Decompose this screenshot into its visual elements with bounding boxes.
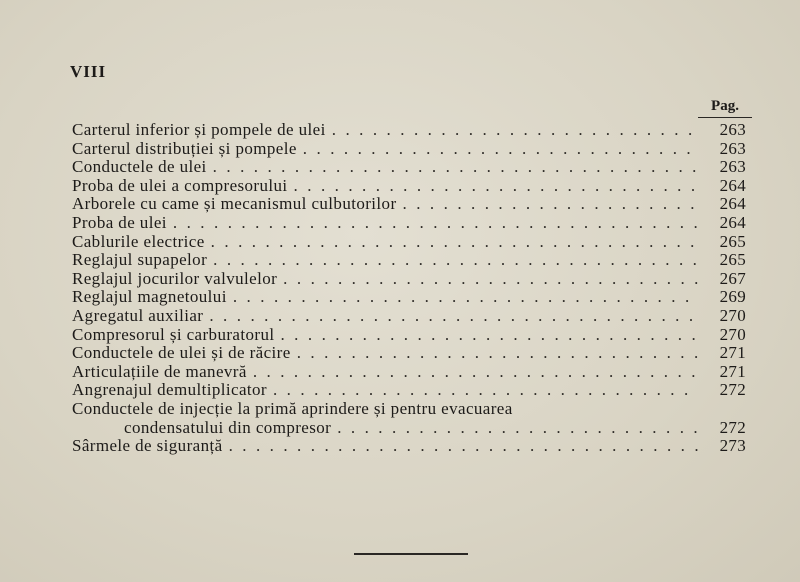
toc-entry-title: Conductele de ulei și de răcire (72, 343, 291, 363)
dot-leader (273, 381, 698, 400)
dot-leader (209, 307, 698, 326)
toc-entry-title: Conductele de ulei (72, 157, 207, 177)
toc-entry-title: Angrenajul demultiplicator (72, 380, 267, 400)
table-of-contents (72, 121, 746, 456)
toc-entry-page: 264 (719, 175, 746, 195)
dot-leader (297, 344, 698, 363)
toc-entry-title-continued: condensatului din compresor (124, 417, 332, 437)
toc-entry-page: 265 (719, 250, 746, 270)
toc-entry (72, 270, 746, 289)
toc-entry-title: Proba de ulei (72, 212, 167, 232)
toc-entry-page: 271 (719, 343, 746, 363)
toc-entry (72, 195, 746, 214)
toc-entry-title: Cablurile electrice (72, 231, 205, 251)
toc-entry-first-line (72, 400, 746, 419)
toc-entry (72, 140, 746, 159)
toc-entry-title: Arborele cu came și mecanismul culbutorilor (72, 194, 397, 214)
dot-leader (253, 363, 698, 382)
toc-entry (72, 363, 746, 382)
toc-entry (72, 121, 746, 140)
toc-entry (72, 381, 746, 400)
dot-leader (332, 121, 698, 140)
toc-entry-page: 263 (719, 157, 746, 177)
toc-entry-page: 267 (719, 268, 746, 288)
toc-entry (72, 437, 746, 456)
toc-entry-page: 273 (719, 436, 746, 456)
toc-entry (72, 344, 746, 363)
toc-entry (72, 251, 746, 270)
dot-leader (173, 214, 698, 233)
dot-leader (211, 233, 698, 252)
toc-entry-title: Reglajul magnetoului (72, 287, 227, 307)
dot-leader (303, 140, 698, 159)
toc-entry-title: Conductele de injecție la primă aprindere și pentru evacuarea (72, 398, 513, 418)
toc-entry-continuation (72, 419, 746, 438)
toc-entry-title: Carterul distribuției și pompele (72, 138, 297, 158)
toc-entry-page: 263 (719, 138, 746, 158)
dot-leader (337, 419, 698, 438)
page-column-header: Pag. (698, 97, 752, 118)
toc-entry-title: Reglajul jocurilor valvulelor (72, 268, 278, 288)
dot-leader (213, 158, 698, 177)
toc-entry-page: 272 (719, 380, 746, 400)
dot-leader (403, 195, 698, 214)
toc-entry-page: 269 (719, 287, 746, 307)
toc-entry-page: 270 (719, 324, 746, 344)
toc-entry-page: 264 (719, 194, 746, 214)
toc-entry-title: Compresorul și carburatorul (72, 324, 275, 344)
toc-entry-title: Sârmele de siguranță (72, 436, 223, 456)
toc-entry-page: 265 (719, 231, 746, 251)
toc-entry (72, 307, 746, 326)
toc-entry-title: Agregatul auxiliar (72, 305, 204, 325)
toc-entry-page: 264 (719, 212, 746, 232)
toc-entry-title: Reglajul supapelor (72, 250, 208, 270)
page-number: VIII (70, 62, 107, 81)
dot-leader (280, 326, 698, 345)
dot-leader (294, 177, 698, 196)
dot-leader (233, 288, 698, 307)
toc-entry (72, 326, 746, 345)
dot-leader (283, 270, 698, 289)
toc-entry-page: 263 (719, 120, 746, 139)
end-divider-rule (354, 553, 468, 555)
toc-entry (72, 288, 746, 307)
toc-entry-page: 270 (719, 305, 746, 325)
toc-entry-page: 271 (719, 361, 746, 381)
toc-entry (72, 158, 746, 177)
toc-entry-title: Articulațiile de manevră (72, 361, 247, 381)
toc-entry (72, 233, 746, 252)
toc-entry-page: 272 (719, 417, 746, 437)
toc-entry (72, 214, 746, 233)
dot-leader (229, 437, 698, 456)
dot-leader (213, 251, 698, 270)
toc-entry-title: Carterul inferior și pompele de ulei (72, 120, 326, 139)
toc-entry-title: Proba de ulei a compresorului (72, 175, 288, 195)
toc-entry (72, 177, 746, 196)
